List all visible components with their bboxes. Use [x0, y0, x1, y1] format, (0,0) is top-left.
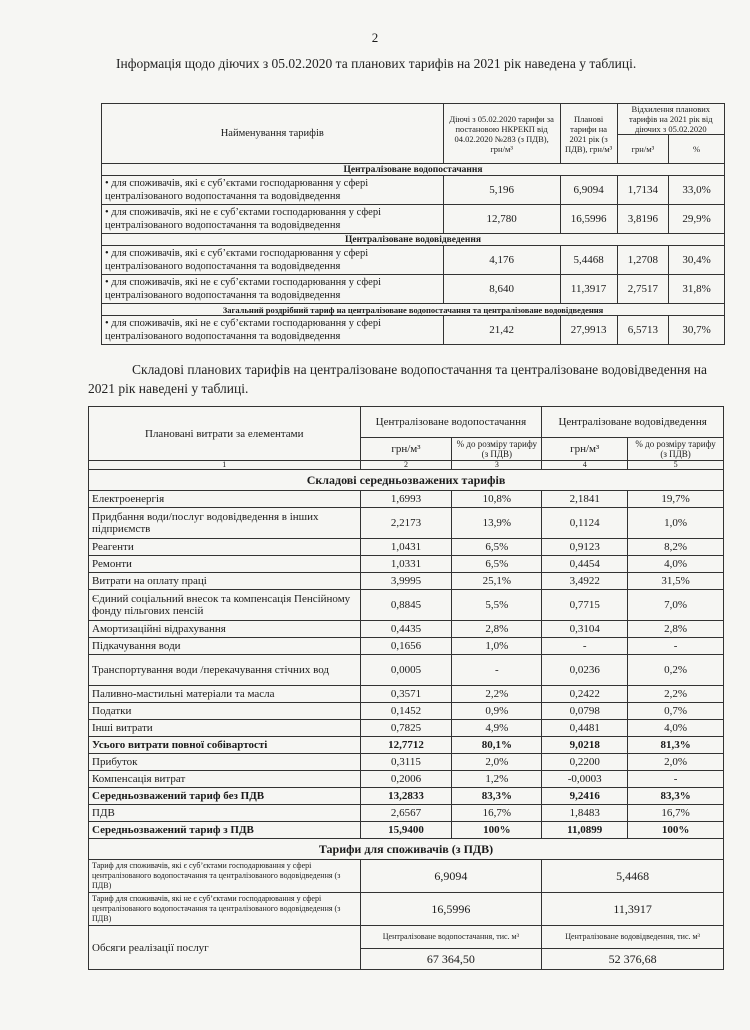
- water-pct: 1,0%: [452, 638, 542, 655]
- column-number: 4: [542, 461, 628, 470]
- table-row: [89, 686, 724, 703]
- water-pct: 4,9%: [452, 720, 542, 737]
- volume-sewer-value: 52 376,68: [542, 949, 724, 970]
- table-row: [102, 316, 725, 345]
- sewer-pct: 8,2%: [628, 539, 724, 556]
- water-uah: 2,6567: [360, 805, 452, 822]
- sewer-pct: 2,8%: [628, 621, 724, 638]
- page-number: 2: [371, 30, 379, 45]
- deviation-value: 3,8196: [617, 205, 669, 234]
- planned-value: 27,9913: [560, 316, 617, 345]
- sewer-uah: -: [542, 638, 628, 655]
- section-row: [102, 304, 725, 316]
- water-pct: 16,7%: [452, 805, 542, 822]
- volume-label: Обсяги реалізації послуг: [89, 926, 361, 970]
- sewer-tariff-value: 5,4468: [542, 860, 724, 893]
- water-pct: 2,8%: [452, 621, 542, 638]
- cost-item-name: ПДВ: [89, 805, 361, 822]
- water-uah: 0,0005: [360, 655, 452, 686]
- water-pct: 1,2%: [452, 771, 542, 788]
- planned-value: 16,5996: [560, 205, 617, 234]
- water-pct: 83,3%: [452, 788, 542, 805]
- volume-water-value: 67 364,50: [360, 949, 542, 970]
- header-deviation: Відхилення планових тарифів на 2021 рік від діючих з 05.02.2020: [617, 104, 724, 135]
- tariff-components-table: [88, 406, 724, 970]
- header-sewer: Централізоване водовідведення: [542, 407, 724, 438]
- header-dev-uah: грн/м³: [617, 135, 669, 164]
- sewer-pct: 0,7%: [628, 703, 724, 720]
- water-uah: 3,9995: [360, 573, 452, 590]
- water-pct: 6,5%: [452, 539, 542, 556]
- table-row: [89, 703, 724, 720]
- water-uah: 0,8845: [360, 590, 452, 621]
- sewer-uah: 11,0899: [542, 822, 628, 839]
- sewer-pct: 7,0%: [628, 590, 724, 621]
- water-pct: 80,1%: [452, 737, 542, 754]
- water-pct: 6,5%: [452, 556, 542, 573]
- deviation-value: 1,2708: [617, 246, 669, 275]
- deviation-value: 2,7517: [617, 275, 669, 304]
- water-uah: 0,1452: [360, 703, 452, 720]
- sewer-pct: 19,7%: [628, 491, 724, 508]
- planned-value: 11,3917: [560, 275, 617, 304]
- sewer-uah: 0,0798: [542, 703, 628, 720]
- sewer-uah: 9,0218: [542, 737, 628, 754]
- consumer-tariff-name: Тариф для споживачів, які не є суб’єктами господарювання у сфері централізованого водопостачання та централізованого водовідведення (з ПДВ): [89, 893, 361, 926]
- water-uah: 13,2833: [360, 788, 452, 805]
- deviation-pct: 30,4%: [669, 246, 725, 275]
- water-pct: 100%: [452, 822, 542, 839]
- header-name: Найменування тарифів: [102, 104, 444, 164]
- table-row: [102, 176, 725, 205]
- sewer-uah: -0,0003: [542, 771, 628, 788]
- section-row: [102, 164, 725, 176]
- deviation-pct: 33,0%: [669, 176, 725, 205]
- section-title: Централізоване водопостачання: [102, 164, 725, 176]
- table-row: [89, 621, 724, 638]
- current-value: 4,176: [443, 246, 560, 275]
- table-row: [89, 754, 724, 771]
- table-row: [89, 491, 724, 508]
- sewer-pct: 1,0%: [628, 508, 724, 539]
- table-row: [89, 655, 724, 686]
- table-row: [89, 893, 724, 926]
- water-pct: 5,5%: [452, 590, 542, 621]
- water-uah: 0,7825: [360, 720, 452, 737]
- cost-item-name: Придбання води/послуг водовідведення в інших підприємств: [89, 508, 361, 539]
- tariff-name: • для споживачів, які не є суб’єктами господарювання у сфері централізованого водопостачання та водовідведення: [102, 275, 444, 304]
- sewer-uah: 0,0236: [542, 655, 628, 686]
- sewer-uah: 0,9123: [542, 539, 628, 556]
- water-pct: 2,2%: [452, 686, 542, 703]
- section-title: Загальний роздрібний тариф на централізоване водопостачання та централізоване водовідведення: [102, 304, 725, 316]
- tariff-name: • для споживачів, які є суб’єктами господарювання у сфері централізованого водопостачання та водовідведення: [102, 176, 444, 205]
- intro-line: Інформація щодо діючих з 05.02.2020 та планових тарифів на 2021 рік наведена у таблиці.: [116, 56, 637, 71]
- sewer-pct: 4,0%: [628, 720, 724, 737]
- water-pct: 25,1%: [452, 573, 542, 590]
- cost-item-name: Витрати на оплату праці: [89, 573, 361, 590]
- table-row: [89, 860, 724, 893]
- water-uah: 15,9400: [360, 822, 452, 839]
- header-items: Плановані витрати за елементами: [89, 407, 361, 461]
- section-row: [89, 470, 724, 491]
- table-row: [89, 771, 724, 788]
- current-value: 8,640: [443, 275, 560, 304]
- header-dev-pct: %: [669, 135, 725, 164]
- cost-item-name: Підкачування води: [89, 638, 361, 655]
- sewer-tariff-value: 11,3917: [542, 893, 724, 926]
- cost-item-name: Інші витрати: [89, 720, 361, 737]
- deviation-value: 1,7134: [617, 176, 669, 205]
- column-number-row: [89, 461, 724, 470]
- column-number: 1: [89, 461, 361, 470]
- water-uah: 0,4435: [360, 621, 452, 638]
- column-number: 3: [452, 461, 542, 470]
- consumer-tariff-name: Тариф для споживачів, які є суб’єктами господарювання у сфері централізованого водопостачання та централізованого водовідведення (з ПДВ): [89, 860, 361, 893]
- water-uah: 2,2173: [360, 508, 452, 539]
- water-pct: 2,0%: [452, 754, 542, 771]
- deviation-pct: 30,7%: [669, 316, 725, 345]
- column-number: 2: [360, 461, 452, 470]
- section-row: [89, 839, 724, 860]
- table-row: [102, 275, 725, 304]
- sewer-pct: -: [628, 638, 724, 655]
- section-title: Тарифи для споживачів (з ПДВ): [89, 839, 724, 860]
- sewer-pct: 31,5%: [628, 573, 724, 590]
- cost-item-name: Електроенергія: [89, 491, 361, 508]
- intro-paragraph: Складові планових тарифів на централізоване водопостачання та централізоване водовідведення на 2021 рік наведені у таблиці.: [88, 362, 708, 396]
- table-header-row: [102, 104, 725, 135]
- water-uah: 12,7712: [360, 737, 452, 754]
- water-pct: -: [452, 655, 542, 686]
- header-current: Діючі з 05.02.2020 тарифи за постановою НКРЕКП від 04.02.2020 №283 (з ПДВ), грн/м³: [443, 104, 560, 164]
- sewer-pct: 83,3%: [628, 788, 724, 805]
- sewer-pct: 81,3%: [628, 737, 724, 754]
- water-uah: 0,1656: [360, 638, 452, 655]
- cost-item-name: Паливно-мастильні матеріали та масла: [89, 686, 361, 703]
- header-water-pct: % до розміру тарифу (з ПДВ): [452, 438, 542, 461]
- cost-item-name: Ремонти: [89, 556, 361, 573]
- sewer-uah: 0,2200: [542, 754, 628, 771]
- volume-water-label: Централізоване водопостачання, тис. м³: [360, 926, 542, 949]
- table-row: [89, 556, 724, 573]
- sewer-pct: 2,2%: [628, 686, 724, 703]
- cost-item-name: Реагенти: [89, 539, 361, 556]
- volume-sewer-label: Централізоване водовідведення, тис. м³: [542, 926, 724, 949]
- water-pct: 13,9%: [452, 508, 542, 539]
- cost-item-name: Компенсація витрат: [89, 771, 361, 788]
- sewer-uah: 9,2416: [542, 788, 628, 805]
- water-uah: 0,3571: [360, 686, 452, 703]
- cost-item-name: Єдиний соціальний внесок та компенсація Пенсійному фонду пільгових пенсій: [89, 590, 361, 621]
- cost-item-name: Транспортування води /перекачування стічних вод: [89, 655, 361, 686]
- sewer-uah: 3,4922: [542, 573, 628, 590]
- sewer-pct: 4,0%: [628, 556, 724, 573]
- deviation-value: 6,5713: [617, 316, 669, 345]
- table-row: [102, 205, 725, 234]
- tariff-name: • для споживачів, які є суб’єктами господарювання у сфері централізованого водопостачання та водовідведення: [102, 246, 444, 275]
- table-row: [89, 508, 724, 539]
- sewer-uah: 2,1841: [542, 491, 628, 508]
- table-row: [89, 638, 724, 655]
- table-row: [102, 246, 725, 275]
- table-header-row: [89, 407, 724, 438]
- table-row: [89, 737, 724, 754]
- table-row: [89, 590, 724, 621]
- sewer-uah: 1,8483: [542, 805, 628, 822]
- sewer-pct: -: [628, 771, 724, 788]
- sewer-uah: 0,1124: [542, 508, 628, 539]
- tariff-name: • для споживачів, які не є суб’єктами господарювання у сфері централізованого водопостачання та водовідведення: [102, 205, 444, 234]
- section-title: Складові середньозважених тарифів: [89, 470, 724, 491]
- table-row: [89, 788, 724, 805]
- sewer-uah: 0,7715: [542, 590, 628, 621]
- cost-item-name: Середньозважений тариф без ПДВ: [89, 788, 361, 805]
- cost-item-name: Усього витрати повної собівартості: [89, 737, 361, 754]
- water-uah: 1,6993: [360, 491, 452, 508]
- header-planned: Планові тарифи на 2021 рік (з ПДВ), грн/м³: [560, 104, 617, 164]
- water-uah: 0,3115: [360, 754, 452, 771]
- table-row: [89, 822, 724, 839]
- header-sewer-uah: грн/м³: [542, 438, 628, 461]
- table-row: [89, 573, 724, 590]
- water-pct: 10,8%: [452, 491, 542, 508]
- water-uah: 0,2006: [360, 771, 452, 788]
- water-tariff-value: 16,5996: [360, 893, 542, 926]
- section-row: [102, 234, 725, 246]
- sewer-uah: 0,4454: [542, 556, 628, 573]
- current-value: 5,196: [443, 176, 560, 205]
- sewer-uah: 0,2422: [542, 686, 628, 703]
- current-value: 21,42: [443, 316, 560, 345]
- sewer-uah: 0,4481: [542, 720, 628, 737]
- header-sewer-pct: % до розміру тарифу (з ПДВ): [628, 438, 724, 461]
- current-value: 12,780: [443, 205, 560, 234]
- tariff-name: • для споживачів, які не є суб’єктами господарювання у сфері централізованого водопостачання та водовідведення: [102, 316, 444, 345]
- planned-value: 6,9094: [560, 176, 617, 205]
- water-uah: 1,0431: [360, 539, 452, 556]
- sewer-pct: 0,2%: [628, 655, 724, 686]
- water-uah: 1,0331: [360, 556, 452, 573]
- table-row: [89, 539, 724, 556]
- column-number: 5: [628, 461, 724, 470]
- section-title: Централізоване водовідведення: [102, 234, 725, 246]
- cost-item-name: Прибуток: [89, 754, 361, 771]
- planned-value: 5,4468: [560, 246, 617, 275]
- header-water-uah: грн/м³: [360, 438, 452, 461]
- header-water: Централізоване водопостачання: [360, 407, 542, 438]
- cost-item-name: Амортизаційні відрахування: [89, 621, 361, 638]
- table-row: [89, 805, 724, 822]
- cost-rows: [89, 491, 724, 839]
- deviation-pct: 31,8%: [669, 275, 725, 304]
- table-row: [89, 926, 724, 949]
- cost-item-name: Податки: [89, 703, 361, 720]
- water-pct: 0,9%: [452, 703, 542, 720]
- water-tariff-value: 6,9094: [360, 860, 542, 893]
- sewer-pct: 100%: [628, 822, 724, 839]
- sewer-pct: 16,7%: [628, 805, 724, 822]
- deviation-pct: 29,9%: [669, 205, 725, 234]
- sewer-pct: 2,0%: [628, 754, 724, 771]
- cost-item-name: Середньозважений тариф з ПДВ: [89, 822, 361, 839]
- current-vs-planned-tariffs-table: [101, 103, 725, 345]
- sewer-uah: 0,3104: [542, 621, 628, 638]
- table-row: [89, 720, 724, 737]
